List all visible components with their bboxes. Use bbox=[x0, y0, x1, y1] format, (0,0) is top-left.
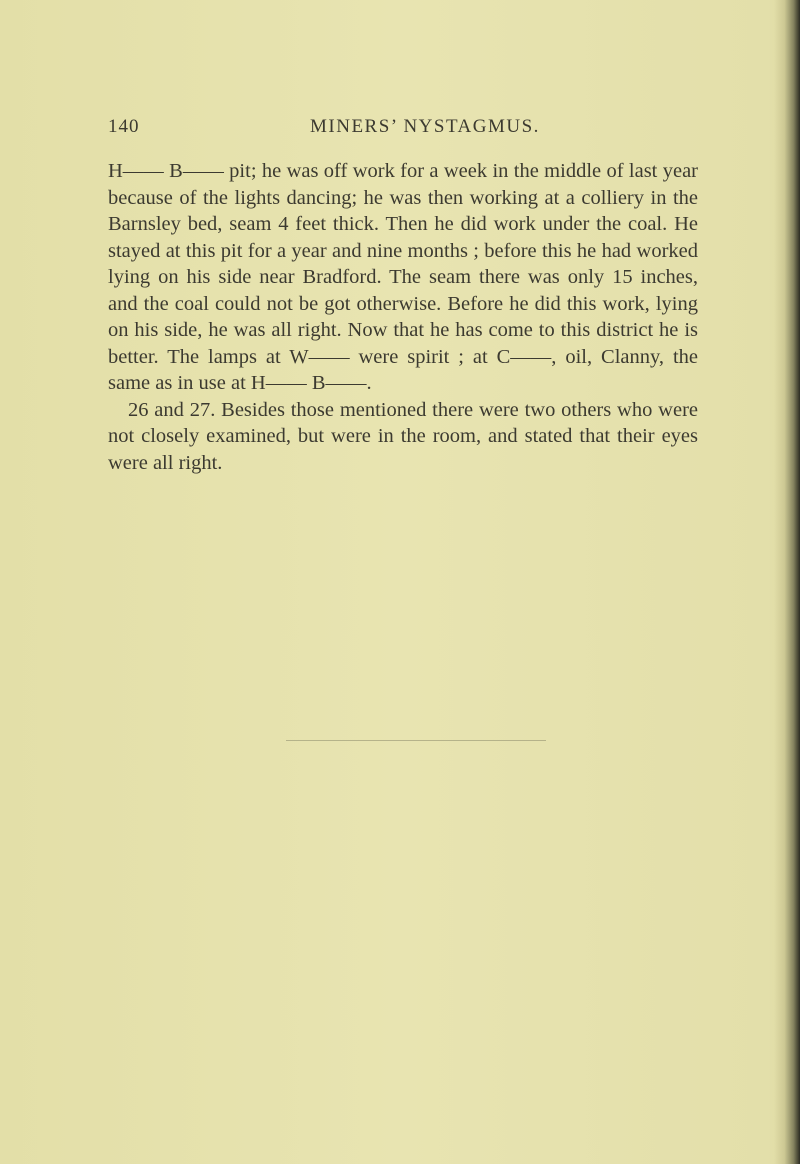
page-header bbox=[108, 116, 708, 144]
page-number: 140 bbox=[108, 116, 140, 137]
paragraph: H—— B—— pit; he was off work for a week in the middle of last year because of the lights dancing; he was then working at a colliery in the Barnsley bed, seam 4 feet thick. Then he did work under the coal. He stayed at this pit for a year and nine months ; before this he had worked lying on his side near Bradford. The seam there was only 15 inches, and the coal could not be got otherwise. Before he did this work, lying on his side, he was all right. Now that he has come to this district he is better. The lamps at W—— were spirit ; at C——, oil, Clanny, the same as in use at H—— B——. bbox=[108, 160, 698, 394]
page-edge-shadow bbox=[774, 0, 800, 1164]
body-text bbox=[108, 158, 698, 476]
faint-rule bbox=[286, 740, 546, 741]
paragraph: 26 and 27. Besides those mentioned there were two others who were not closely examined, but were in the room, and stated that their eyes were all right. bbox=[108, 398, 698, 474]
running-head: MINERS’ NYSTAGMUS. bbox=[310, 116, 540, 137]
